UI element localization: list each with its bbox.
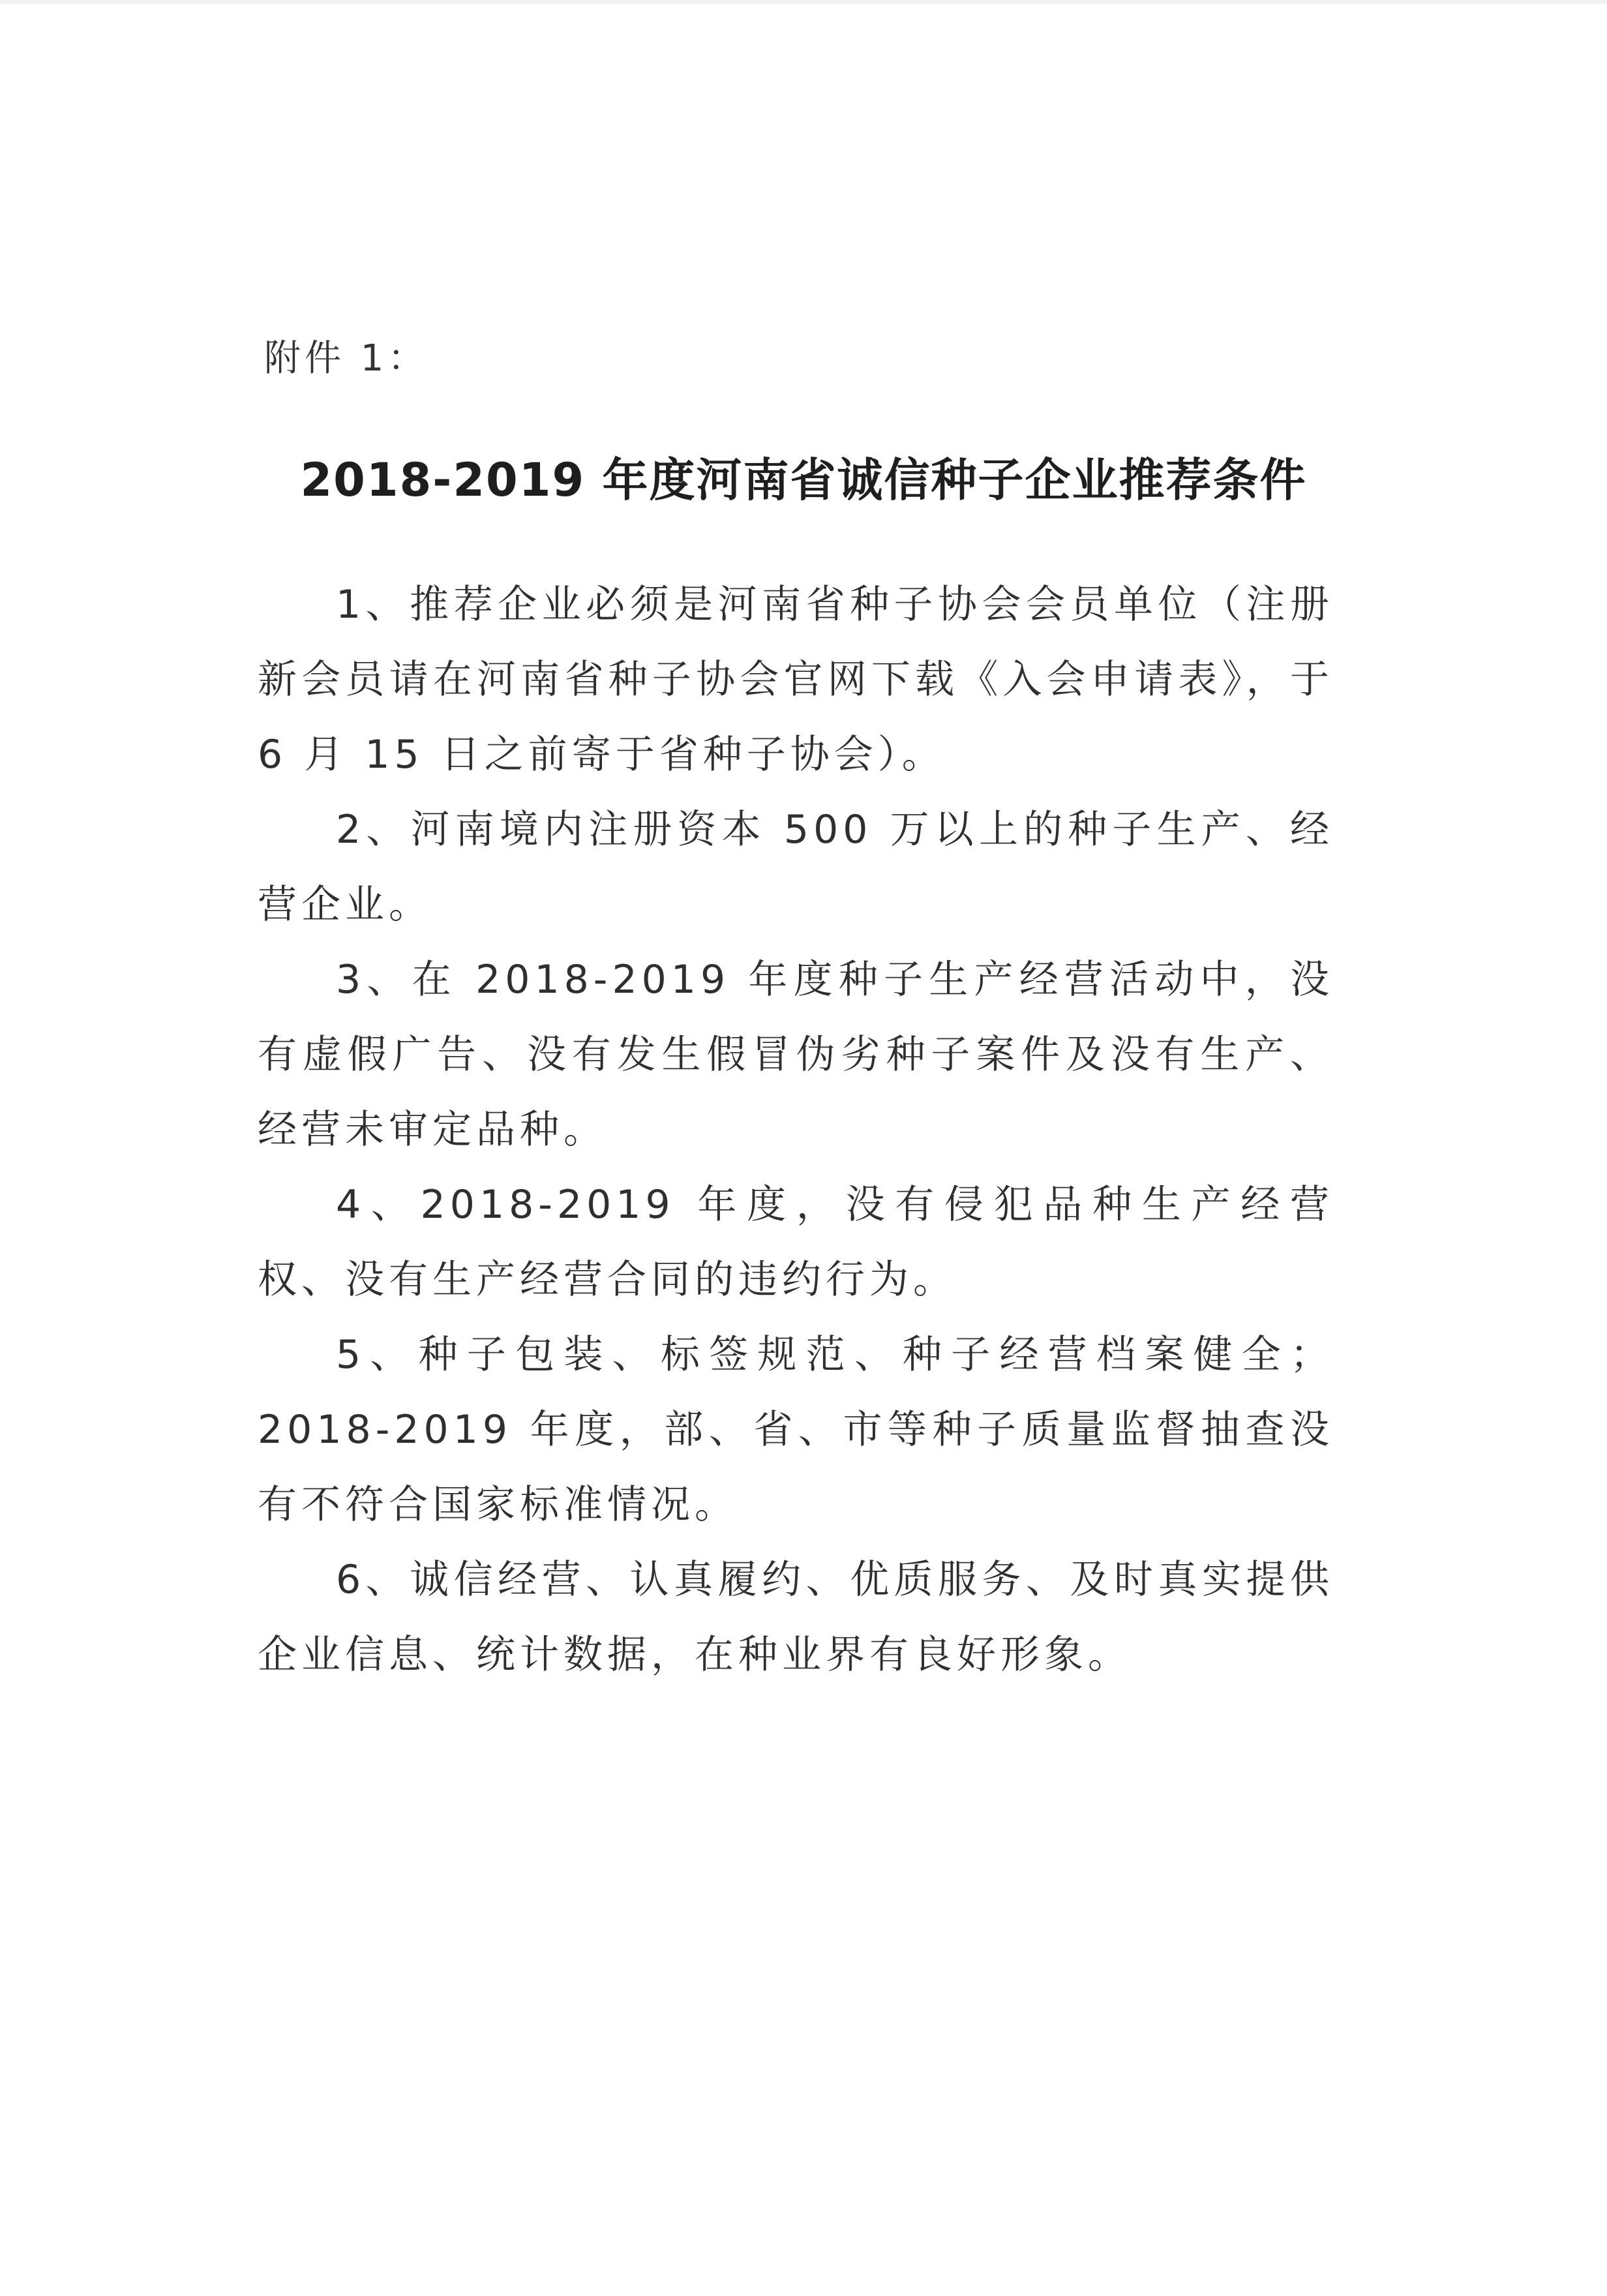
- attachment-label: 附件 1：: [264, 337, 428, 380]
- condition-paragraph-4: 4、2018-2019 年度，没有侵犯品种生产经营权、没有生产经营合同的违约行为。: [258, 1182, 1334, 1303]
- condition-paragraph-6: 6、诚信经营、认真履约、优质服务、及时真实提供企业信息、统计数据，在种业界有良好形象。: [258, 1557, 1334, 1678]
- scan-edge: [0, 0, 1607, 4]
- document-body: [258, 567, 1334, 1693]
- document-title: 2018-2019 年度河南省诚信种子企业推荐条件: [300, 453, 1307, 507]
- condition-paragraph-1: 1、推荐企业必须是河南省种子协会会员单位（注册新会员请在河南省种子协会官网下载《入会申请表》，于 6 月 15 日之前寄于省种子协会）。: [258, 582, 1334, 778]
- condition-paragraph-3: 3、在 2018-2019 年度种子生产经营活动中，没有虚假广告、没有发生假冒伪劣种子案件及没有生产、经营未审定品种。: [258, 957, 1334, 1153]
- condition-paragraph-2: 2、河南境内注册资本 500 万以上的种子生产、经营企业。: [258, 807, 1334, 928]
- condition-paragraph-5: 5、种子包装、标签规范、种子经营档案健全；2018-2019 年度，部、省、市等种子质量监督抽查没有不符合国家标准情况。: [258, 1332, 1334, 1528]
